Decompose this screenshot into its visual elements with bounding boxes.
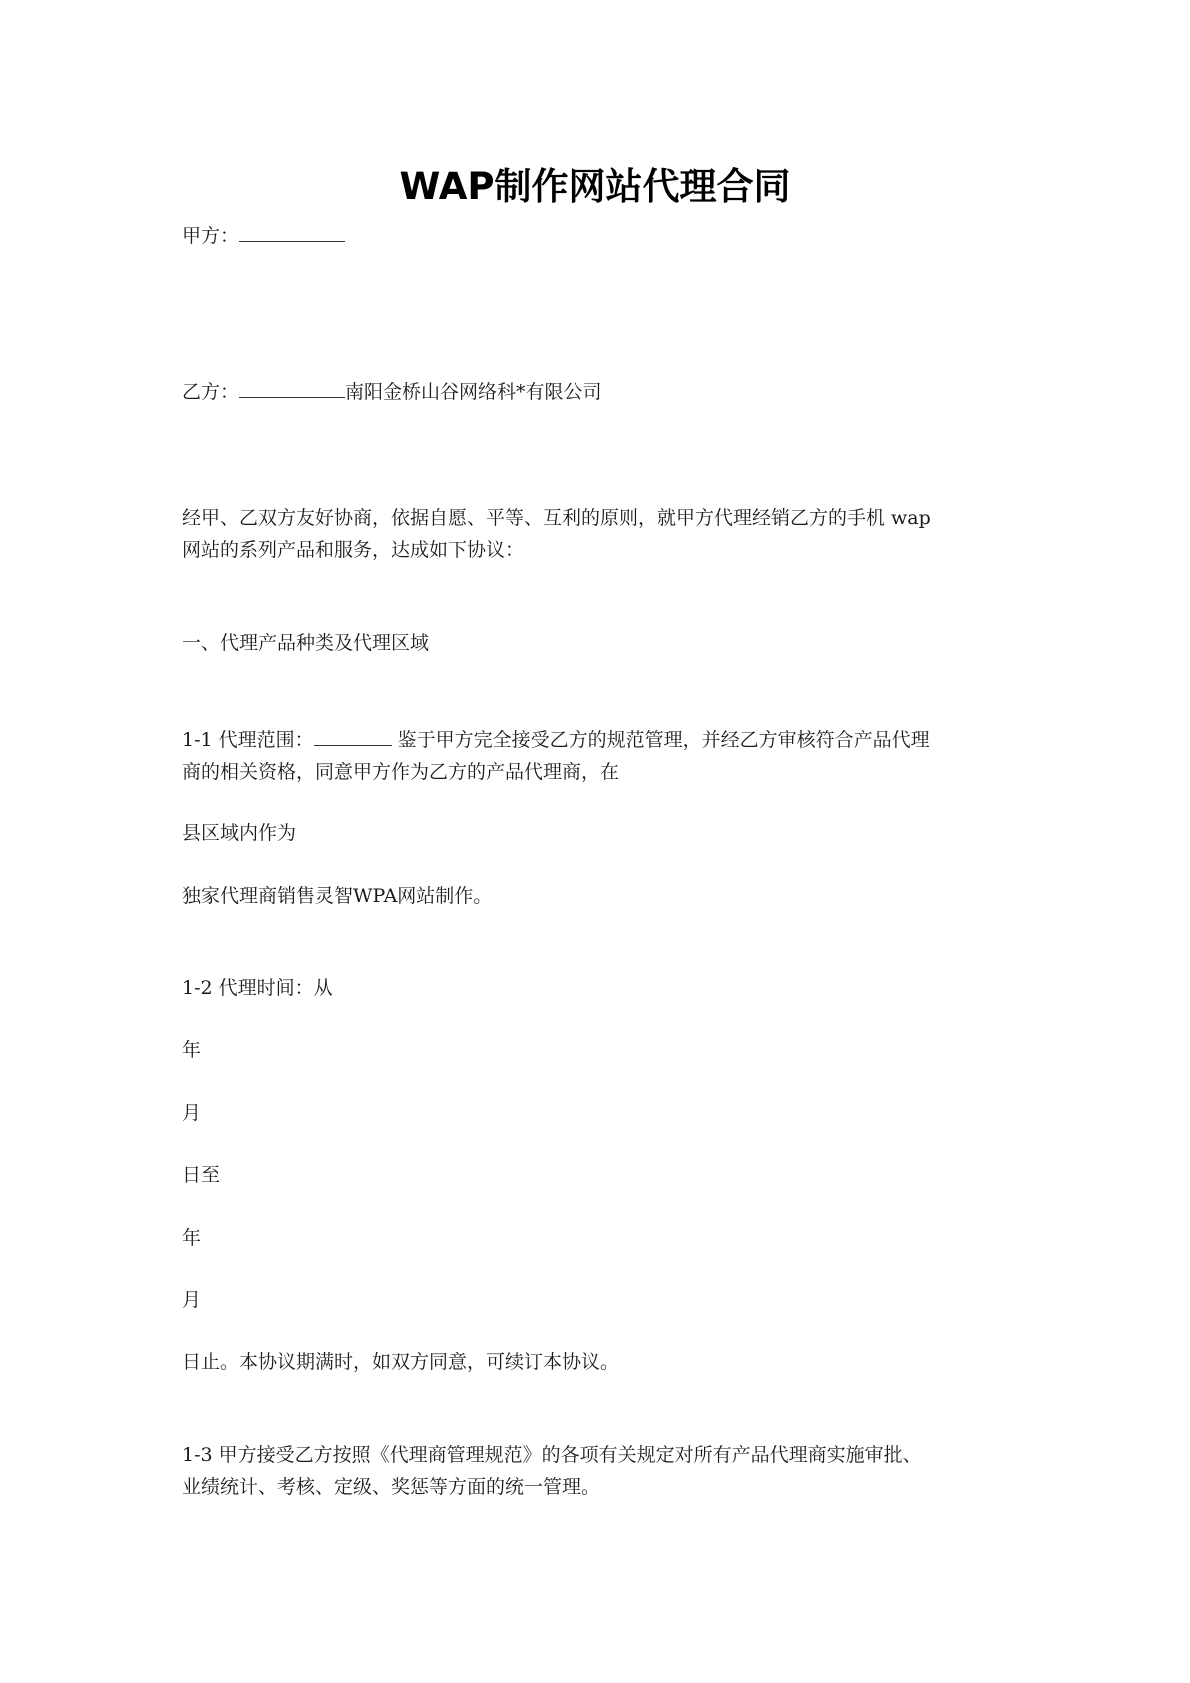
document-title: WAP制作网站代理合同 [399,165,791,208]
clause-1-1-line-2: 商的相关资格，同意甲方作为乙方的产品代理商，在 [182,761,620,783]
clause-1-1-line-4: 独家代理商销售灵智WPA网站制作。 [182,885,493,907]
party-a-line [182,220,1012,252]
party-b-label: 乙方： [182,381,240,403]
clause-1-3-line-1: 1-3 甲方接受乙方按照《代理商管理规范》的各项有关规定对所有产品代理商实施审批、 [182,1444,922,1466]
clause-1-2-month-2: 月 [182,1289,202,1311]
clause-1-1-line-1 [182,724,1012,756]
clause-1-2-day-to: 日至 [182,1164,221,1186]
clause-1-2-year-2: 年 [182,1227,202,1249]
clause-1-2-year-1: 年 [182,1039,202,1061]
party-b-line [182,376,1012,408]
party-a-label: 甲方： [182,225,240,247]
intro-line-1: 经甲、乙双方友好协商，依据自愿、平等、互利的原则，就甲方代理经销乙方的手机 wap [182,507,931,529]
clause-1-1-blank [314,727,392,746]
intro-line-2: 网站的系列产品和服务，达成如下协议： [182,539,525,561]
clause-1-2-line-1: 1-2 代理时间：从 [182,977,333,999]
clause-1-1-prefix: 1-1 代理范围： [182,729,314,751]
section-1-heading: 一、代理产品种类及代理区域 [182,632,430,654]
party-a-blank [239,223,345,242]
clause-1-2-end: 日止。本协议期满时，如双方同意，可续订本协议。 [182,1351,620,1373]
clause-1-1-rest: 鉴于甲方完全接受乙方的规范管理，并经乙方审核符合产品代理 [391,729,930,751]
party-b-name: 南阳金桥山谷网络科*有限公司 [345,381,602,403]
clause-1-1-line-3: 县区域内作为 [182,822,297,844]
party-b-blank [239,379,345,398]
clause-1-2-month-1: 月 [182,1102,202,1124]
clause-1-3-line-2: 业绩统计、考核、定级、奖惩等方面的统一管理。 [182,1476,601,1498]
